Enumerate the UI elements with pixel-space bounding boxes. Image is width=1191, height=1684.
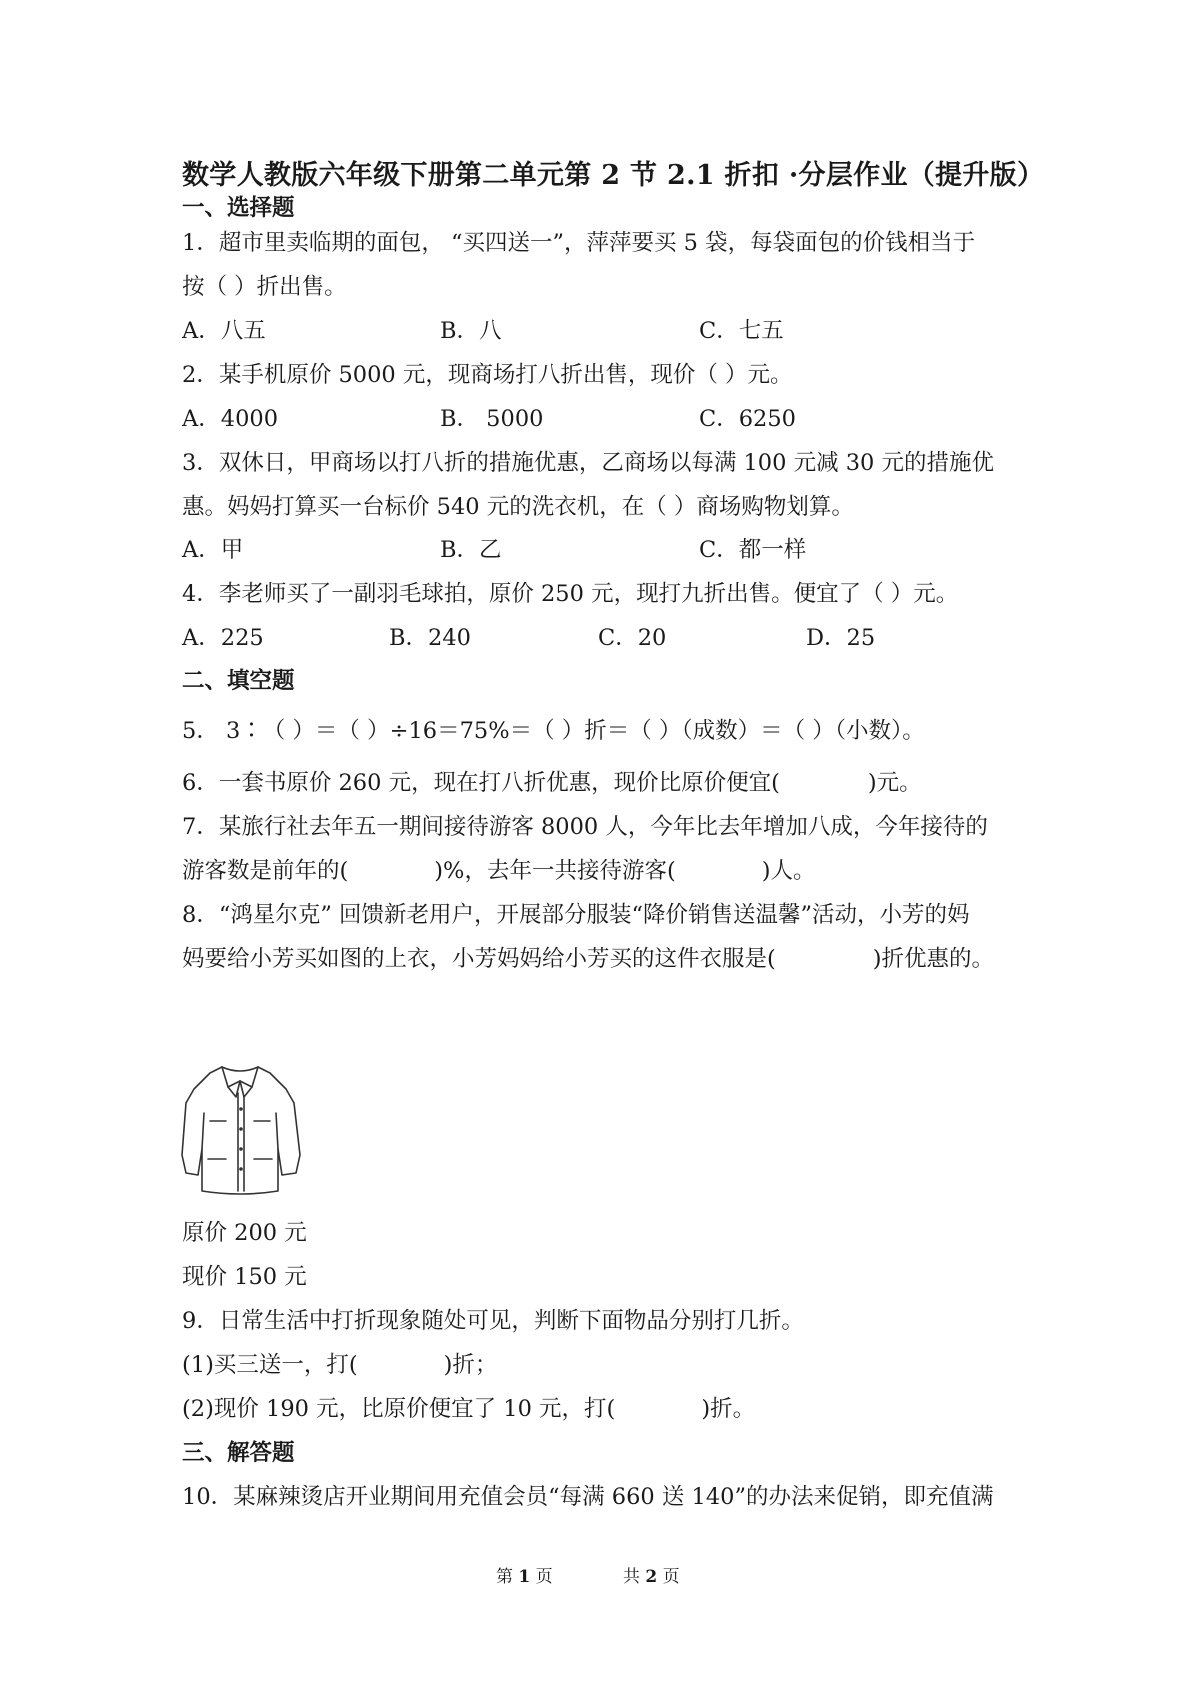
question-4-option-c: C．20 [598, 625, 667, 651]
question-7-text-c: )人。 [761, 858, 816, 884]
question-7-text-a: 游客数是前年的( [182, 858, 349, 884]
question-4-line-1: 4．李老师买了一副羽毛球拍，原价 250 元，现打九折出售。便宜了（ ）元。 [182, 581, 959, 607]
question-3-line-2: 惠。妈妈打算买一台标价 540 元的洗衣机，在（ ）商场购物划算。 [182, 494, 854, 520]
page-number-value: 1 [518, 1567, 531, 1587]
jacket-icon [180, 1063, 302, 1197]
question-1-option-c: C．七五 [699, 318, 784, 344]
question-8-line-2 [182, 944, 994, 974]
question-6-text-a: 6．一套书原价 260 元，现在打八折优惠，现价比原价便宜( [182, 770, 780, 796]
question-2-line-1: 2．某手机原价 5000 元，现商场打八折出售，现价（ ）元。 [182, 362, 793, 388]
page-total-prefix: 共 [623, 1567, 640, 1587]
question-3-option-a: A．甲 [182, 537, 244, 563]
page-total-suffix: 页 [662, 1567, 680, 1587]
page-title: 数学人教版六年级下册第二单元第 2 节 2.1 折扣 ·分层作业（提升版） [182, 160, 1045, 191]
question-6-line-1 [182, 768, 922, 798]
page-number-prefix: 第 [496, 1567, 513, 1587]
question-3-option-c: C．都一样 [699, 537, 807, 563]
question-4-option-b: B．240 [389, 625, 471, 651]
question-9-sub-1 [182, 1350, 497, 1380]
section-heading-choice: 一、选择题 [182, 195, 295, 221]
page-number [496, 1566, 553, 1588]
question-8-price-now: 现价 150 元 [182, 1264, 307, 1290]
question-7-text-b: )%，去年一共接待游客( [434, 858, 676, 884]
question-8-line-1: 8．“鸿星尔克” 回馈新老用户，开展部分服装“降价销售送温馨”活动，小芳的妈 [182, 902, 970, 928]
section-heading-answer: 三、解答题 [182, 1440, 295, 1466]
question-7-line-1: 7．某旅行社去年五一期间接待游客 8000 人，今年比去年增加八成，今年接待的 [182, 814, 988, 840]
question-9-sub-1-text-b: )折； [443, 1352, 498, 1378]
question-8-price-original: 原价 200 元 [182, 1220, 307, 1246]
question-6-text-b: )元。 [867, 770, 922, 796]
question-5-line-1: 5． 3∶（ ）＝（ ）÷16＝75%＝（ ）折＝（ ）（成数）＝（ ）（小数）。 [182, 718, 925, 744]
page-number-suffix: 页 [535, 1567, 553, 1587]
page-total [623, 1566, 680, 1588]
question-2-option-a: A．4000 [182, 406, 279, 432]
question-2-option-b: B． 5000 [440, 406, 544, 432]
question-4-option-a: A．225 [182, 625, 264, 651]
question-7-line-2 [182, 856, 816, 886]
question-2-option-c: C．6250 [699, 406, 796, 432]
question-9-sub-1-text-a: (1)买三送一，打( [182, 1352, 358, 1378]
page-total-value: 2 [645, 1567, 658, 1587]
question-8-text-b: )折优惠的。 [872, 946, 995, 972]
section-heading-fill-blank: 二、填空题 [182, 668, 295, 694]
question-3-line-1: 3．双休日，甲商场以打八折的措施优惠，乙商场以每满 100 元减 30 元的措施优 [182, 450, 995, 476]
question-3-option-b: B．乙 [440, 537, 502, 563]
question-1-line-2: 按（ ）折出售。 [182, 274, 347, 300]
question-9-sub-2-text-b: )折。 [701, 1396, 756, 1422]
question-9-line-1: 9．日常生活中打折现象随处可见，判断下面物品分别打几折。 [182, 1308, 804, 1334]
question-9-sub-2-text-a: (2)现价 190 元，比原价便宜了 10 元，打( [182, 1396, 616, 1422]
question-9-sub-2 [182, 1394, 755, 1424]
question-1-line-1: 1．超市里卖临期的面包， “买四送一”，萍萍要买 5 袋，每袋面包的价钱相当于 [182, 230, 976, 256]
question-1-option-b: B．八 [440, 318, 502, 344]
question-10-line-1: 10．某麻辣烫店开业期间用充值会员“每满 660 送 140”的办法来促销，即充值满 [182, 1484, 994, 1510]
question-1-option-a: A．八五 [182, 318, 266, 344]
question-4-option-d: D．25 [806, 625, 876, 651]
question-8-text-a: 妈要给小芳买如图的上衣，小芳妈妈给小芳买的这件衣服是( [182, 946, 776, 972]
